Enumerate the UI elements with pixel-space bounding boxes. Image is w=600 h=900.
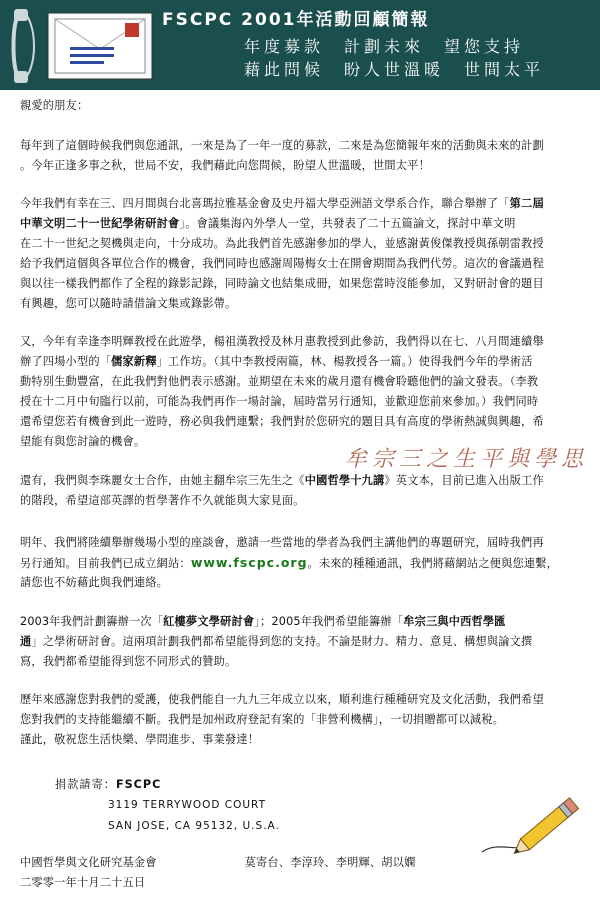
phone-icon [14, 9, 35, 83]
envelope-icon [48, 13, 152, 79]
conference-title-end: 中華文明二十一世紀學術研討會 [20, 217, 180, 230]
text-line: 謹此，敬祝您生活快樂、學問進步、事業發達！ [20, 733, 260, 746]
foundation-name: 中國哲學與文化研究基金會 [20, 856, 157, 869]
paragraph-workshop [20, 332, 580, 452]
text-line: 有興趣，您可以隨時請借論文集或錄影帶。 [20, 297, 237, 310]
donation-org: FSCPC [115, 778, 162, 791]
footer-signature [20, 853, 580, 893]
text-line: 請您也不妨藉此與我們連絡。 [20, 576, 169, 589]
text-span: 今年我們有幸在三、四月間與台北喜瑪拉雅基金會及史丹福大學亞洲語文學系合作，聯合舉辦了「 [20, 197, 510, 210]
text-line: 又，今年有幸逢李明輝教授在此遊學，楊祖漢教授及林月惠教授到此參訪，我們得以在七、八月間連續舉 [20, 335, 544, 348]
paragraph-website [20, 533, 580, 593]
text-line [20, 612, 580, 632]
footer-line [20, 853, 580, 873]
text-span: 」工作坊。（其中李教授兩篇，林、楊教授各一篇。）使得我們今年的學術活 [156, 355, 533, 368]
conference-2005-title: 牟宗三與中西哲學匯 [403, 615, 506, 628]
text-line: 動特別生動豐富，在此我們對他們表示感謝。並期望在未來的歲月還有機會聆聽他們的論文發表。（李教 [20, 375, 539, 388]
paragraph-thanks [20, 690, 580, 750]
text-span: 辦了四場小型的「 [20, 355, 112, 368]
text-line: 給予我們這個與各單位合作的機會，我們同時也感謝周陽梅女士在開會期間為我們代勞。這次的會議過程 [20, 257, 544, 270]
text-line: 在二十一世紀之契機與走向，十分成功。為此我們首先感謝參加的學人，並感謝黃俊傑教授與孫朝雷教授 [20, 237, 544, 250]
text-line: 每年到了這個時候我們與您通訊，一來是為了一年一度的募款，二來是為您簡報年來的活動與未來的計劃 [20, 139, 544, 152]
text-line: 望能有與您討論的機會。 [20, 435, 146, 448]
phone-envelope-logo [8, 7, 158, 85]
text-line [20, 194, 580, 214]
banner-slogan-1: 年度募款 計劃未來 望您支持 [244, 37, 525, 56]
text-line: 歷年來感謝您對我們的愛護，使我們能自一九九三年成立以來，順利進行種種研究及文化活動，我們希望 [20, 693, 544, 706]
text-span: 。未來的種種通訊，我們將藉網站之便與您連繫， [307, 557, 559, 570]
text-line: 明年、我們將陸續舉辦幾場小型的座談會，邀請一些當地的學者為我們主講他們的專題研究，屆時我們再 [20, 536, 544, 549]
signers: 莫寄台、李淳玲、李明輝、胡以嫻 [244, 856, 416, 869]
text-span: 」之學術研討會。這兩項計劃我們都希望能得到您的支持。不論是財力、精力、意見、構想與論文撰 [31, 635, 533, 648]
letter-date: 二零零一年十月二十五日 [20, 876, 146, 889]
calligraphy-title: 牟宗三之生平與學思 [345, 447, 589, 472]
text-line [20, 632, 580, 652]
conference-2003-title: 紅樓夢文學研討會 [163, 615, 255, 628]
workshop-title: 儒家新釋 [111, 355, 157, 368]
text-span: 」；2005年我們希望能籌辦「 [254, 615, 404, 628]
greeting-text: 親愛的朋友： [20, 99, 89, 112]
text-span: 」。會議集海內外學人一堂，共發表了二十五篇論文，探討中華文明 [179, 217, 516, 230]
greeting [20, 96, 580, 116]
donation-address-1: 3119 TERRYWOOD COURT [108, 799, 267, 811]
text-line [20, 214, 580, 234]
paragraph-future-plans [20, 612, 580, 672]
donation-label: 捐款請寄： [55, 778, 116, 791]
text-line [20, 352, 580, 372]
text-line: 寫，我們都希望能得到您不同形式的贊助。 [20, 655, 237, 668]
banner-title: FSCPC 2001年活動回顧簡報 [162, 10, 430, 30]
text-line: 還希望您若有機會到此一遊時，務必與我們連繫；我們對於您研究的題目具有高度的學術熱誠與興趣，希 [20, 415, 544, 428]
conference-2005-title-end: 通 [20, 635, 32, 648]
paragraph-conference [20, 194, 580, 314]
text-line [20, 471, 580, 491]
text-line [20, 553, 580, 573]
text-span: 》英文本，目前已進入出版工作 [384, 474, 544, 487]
text-line: 授在十二月中旬臨行以前，可能為我們再作一場討論，屆時當另行通知，並歡迎您前來參加。）我們同時 [20, 395, 539, 408]
text-line: 您對我們的支持能繼續不斷。我們是加州政府登記有案的「非營利機構」，一切捐贈都可以減稅。 [20, 713, 505, 726]
text-line: 的階段，希望這部英譯的哲學著作不久就能與大家見面。 [20, 494, 305, 507]
text-span: 另行通知。目前我們已成立網站： [20, 557, 191, 570]
paragraph-translation [20, 471, 580, 511]
paragraph-fundraising [20, 136, 580, 176]
website-link[interactable]: www.fscpc.org [190, 555, 308, 570]
text-span: 還有，我們與李珠麗女士合作，由她主翻牟宗三先生之《 [20, 474, 305, 487]
text-line: 與以往一樣我們都作了全程的錄影記錄，同時論文也結集成冊，如果您當時沒能參加，又對研討會的題目 [20, 277, 544, 290]
conference-title-start: 第二屆 [509, 197, 544, 210]
banner-slogan-2: 藉此問候 盼人世溫暖 世間太平 [244, 60, 545, 79]
book-title: 中國哲學十九講 [304, 474, 385, 487]
donation-label-line [55, 776, 161, 792]
text-span: 2003年我們計劃籌辦一次「 [20, 615, 164, 628]
header-banner [0, 0, 600, 90]
text-line: 。今年正逢多事之秋，世局不安，我們藉此向您問候，盼望人世溫暖，世間太平！ [20, 159, 430, 172]
donation-address-2: SAN JOSE, CA 95132, U.S.A. [108, 820, 280, 832]
